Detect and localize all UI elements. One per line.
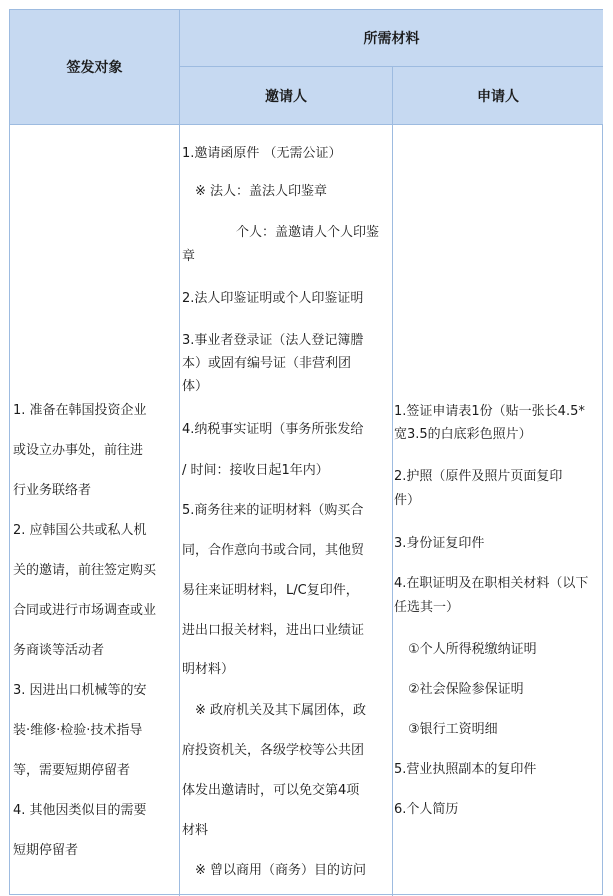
header-inviter-label: 邀请人	[265, 88, 307, 105]
inviter-line: 明材料）	[182, 662, 235, 677]
inviter-line: 易往来证明材料，L/C复印件，	[182, 583, 359, 598]
target-line: 合同或进行市场调查或业	[13, 603, 157, 618]
target-line: 行业务联络者	[13, 483, 92, 498]
header-materials-label: 所需材料	[363, 31, 420, 47]
applicant-line: 3.身份证复印件	[394, 536, 485, 551]
header-applicant-label: 申请人	[477, 88, 519, 105]
target-line: 装·维修·检验·技术指导	[13, 723, 143, 738]
applicant-line: 5.营业执照副本的复印件	[394, 762, 537, 777]
inviter-line: 进出口报关材料，进出口业绩证	[182, 623, 365, 638]
header-materials	[180, 10, 603, 66]
target-line: 2. 应韩国公共或私人机	[13, 523, 147, 538]
inviter-line: 4.纳税事实证明（事务所张发给	[182, 422, 364, 437]
header-applicant	[393, 67, 603, 124]
divider	[10, 124, 603, 125]
inviter-line: 5.商务往来的证明材料（购买合	[182, 503, 364, 518]
target-line: 或设立办事处，前往进	[13, 443, 144, 458]
applicant-line: ①个人所得税缴纳证明	[408, 642, 537, 657]
applicant-line: 2.护照（原件及照片页面复印	[394, 469, 563, 484]
target-line: 关的邀请，前往签定购买	[13, 563, 157, 578]
inviter-line: ※ 曾以商用（商务）目的访问	[195, 863, 367, 878]
applicant-line: ②社会保险参保证明	[408, 682, 524, 697]
inviter-line: 本）或固有编号证（非营利团	[182, 356, 352, 371]
inviter-line: ※ 法人：盖法人印鉴章	[195, 184, 328, 199]
inviter-line: ※ 政府机关及其下属团体，政	[195, 703, 367, 718]
target-line: 4. 其他因类似目的需要	[13, 803, 147, 818]
target-line: 1. 准备在韩国投资企业	[13, 403, 147, 418]
divider	[179, 10, 180, 896]
inviter-line: 府投资机关，各级学校等公共团	[182, 743, 365, 758]
inviter-line: 章	[182, 249, 196, 264]
inviter-line: 体发出邀请时，可以免交第4项	[182, 783, 360, 798]
applicant-line: 件）	[394, 493, 421, 508]
divider	[179, 66, 603, 67]
applicant-line: ③银行工资明细	[408, 722, 498, 737]
header-inviter	[180, 67, 392, 124]
applicant-line: 任选其一）	[394, 600, 460, 615]
inviter-line: 3.事业者登录证（法人登记簿謄	[182, 333, 364, 348]
header-target-label: 签发对象	[66, 60, 123, 76]
target-line: 3. 因进出口机械等的安	[13, 683, 147, 698]
target-line: 等，需要短期停留者	[13, 763, 131, 778]
target-line: 短期停留者	[13, 843, 79, 858]
target-line: 务商谈等活动者	[13, 643, 105, 658]
inviter-line: 体）	[182, 379, 209, 394]
divider	[392, 66, 393, 896]
applicant-line: 1.签证申请表1份（贴一张长4.5*	[394, 404, 585, 419]
inviter-line: 1.邀请函原件 （无需公证）	[182, 146, 342, 161]
inviter-line: 同，合作意向书或合同，其他贸	[182, 543, 365, 558]
inviter-line: 2.法人印鉴证明或个人印鉴证明	[182, 291, 364, 306]
applicant-line: 宽3.5的白底彩色照片）	[394, 427, 532, 442]
applicant-line: 4.在职证明及在职相关材料（以下	[394, 576, 589, 591]
visa-requirements-table	[9, 9, 603, 895]
header-target	[10, 10, 179, 124]
inviter-line: 个人：盖邀请人个人印鉴	[236, 225, 380, 240]
inviter-line: / 时间：接收日起1年内）	[182, 463, 329, 478]
applicant-line: 6.个人简历	[394, 802, 459, 817]
inviter-line: 材料	[182, 823, 209, 838]
